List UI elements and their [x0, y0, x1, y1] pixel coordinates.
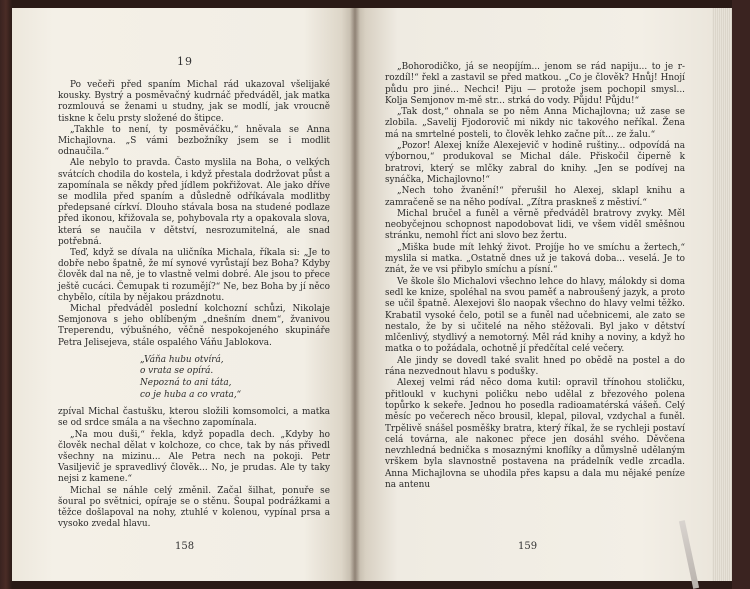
- book-cover-edge: [732, 0, 750, 589]
- paragraph: „Miška bude mít lehký život. Projíje ho ve smíchu a žertech,“ myslila si matka. „Ostatně dnes už je taková doba... veselá. Je to znát, že ve vsi přibylo smíchu a písní.“: [385, 242, 685, 276]
- verse-line: „Váňa hubu otvírá,: [140, 354, 224, 365]
- page-edges: [712, 8, 732, 581]
- paragraph: Teď, když se dívala na uličníka Michala, říkala si: „Je to dobře nebo špatně, že mí synové vyrůstají bez Boha? Kdyby člověk dal na ně, je to vlastně velmi dobré. Ale jsou to přece ještě cucáci. Čemupak ti rozumějí?“ Ne, bez Boha by jí něco chybělo, cítila by nějakou prázdnotu.: [58, 248, 330, 303]
- paragraph: Po večeři před spaním Michal rád ukazoval všelijaké kousky. Bystrý a posměvačný kudrnáč předváděl, jak matka rozmlouvá se ženami u studny, jak se modlí, jak vroucně tiskne k čelu prsty složené do štipce.: [58, 80, 330, 124]
- page-number: 159: [518, 541, 538, 552]
- verse: [140, 355, 330, 401]
- paragraph: Alexej velmi rád něco doma kutil: opravil třínohou stoličku, přitloukl v kuchyni poličku nebo udělal z březového polena topůrko k sekeře. Jednou ho posedla radioamatérská vášeň. Celý měsíc po večerech něco brousil, klepal, piloval, vzdychal a funěl. Trpělivě snášel posměšky bratra, který říkal, že se rychleji postaví celá továrna, ale nakonec přece jen dosáhl svého. Děvčena nevzhledná bednička s mosaznými knoflíky a důmyslně udělaným vrškem byla slavnostně postavena na prádelník vedle zrcadla. Anna Michajlovna se uhodila přes kapsu a dala mu nějaké peníze na antenu: [385, 378, 685, 490]
- paragraph: Ve škole šlo Michalovi všechno lehce do hlavy, málokdy si doma sedl ke knize, spoléhal na svou paměť a nabroušený jazyk, a proto se učil špatně. Alexejovi šlo naopak všechno do hlavy velmi těžko. Krabatil vysoké čelo, potil se a funěl nad učebnicemi, ale zato se nestalo, že by si učitelé na něho stěžovali. Byl jako v dětství mlčenlivý, stydlivý a nemotorný. Měl rád knihy a noviny, a když ho matka o to požádala, ochotně jí předčítal celé večery.: [385, 276, 685, 355]
- paragraph: Michal se náhle celý změnil. Začal šilhat, ponuře se šoural po světnici, opíraje se o stěnu. Šoupal podrážkami a těžce došlapoval na nohy, ztuhlé v kolenou, vypínal prsa a vysoko zvedal hlavu.: [58, 485, 330, 530]
- paragraph: „Takhle to není, ty posměváčku,“ hněvala se Anna Michajlovna. „S vámi bezbožníky jsem se i modlit odnaučila.“: [58, 124, 330, 158]
- verse-line: o vrata se opírá.: [140, 366, 214, 377]
- paragraph: „Nech toho žvanění!“ přerušil ho Alexej, sklapl knihu a zamračeně se na něho podíval. „Zítra praskneš z městiví.“: [385, 186, 685, 208]
- paragraph: „Bohorodičko, já se neopíjím... jenom se rád napiju... to je r-rozdíl!“ řekl a zastavil se před matkou. „Co je člověk? Hnůj! Hnojí půdu pro jiné... Nechci! Piju — protože jsem pochopil smysl... Kolja Semjonov m-mě str... strká do vody. Půjdu! Půjdu!“: [385, 62, 685, 106]
- paragraph: „Na mou duši,“ řekla, když popadla dech. „Kdyby ho člověk nechal dělat v kolchoze, co chce, tak by nás přivedl všechny na mizinu... Ale Petra nech na pokoji. Petr Vasiljevič je spravedlivý člověk... No, je prudas. Ale ty taky nejsi z kamene.“: [58, 429, 330, 485]
- paragraph: Ale jindy se dovedl také svalit hned po obědě na postel a do rána nezvednout hlavu s poduškу.: [385, 355, 685, 378]
- right-page: [355, 8, 712, 581]
- right-text-block: [385, 62, 685, 491]
- left-page: [12, 8, 355, 581]
- verse-line: co je huba a co vrata,“: [140, 389, 242, 400]
- book-gutter: [350, 8, 360, 581]
- left-text-block: [58, 80, 330, 530]
- paragraph: Michal předváděl poslední kolchozní schůzi, Nikolaje Semjonova s jeho oblíbeným „dnešním dnem“, žvanivou Treperendu, výbušného, věčně nespokojeného skupináře Petra Jelisejeva, stále ospalého Váňu Jablokova.: [58, 304, 330, 348]
- page-number: 158: [175, 541, 195, 552]
- paragraph: Ale nebylo to pravda. Často myslila na Boha, o velkých svátcích chodila do kostela, i když přestala dodržovat půst a zapomínala se někdy před jídlem pokřižovat. Ale jako dříve se modlila před spaním a důsledně odříkávala modlitby předepsané církví. Dlouho stávala bosa na studené podlaze před ikonou, křižovala se, pohybovala rty a opakovala slova, která se naučila v dětství, nesrozumitelná, ale snad potřebná.: [58, 158, 330, 247]
- paragraph: „Pozor! Alexej kníže Alexejevič v hodině ruštiny... odpovídá na výbornou,“ produkoval se Michal dále. Přiskočil čiperně k bratrovi, který se mlčky zabral do knihy. „Jen se podívej na synáčka, Michajlovno!“: [385, 141, 685, 185]
- verse-line: Nepozná to ani táta,: [140, 378, 232, 389]
- paragraph: zpíval Michal častušku, kterou složili komsomolci, a matka se od srdce smála a na všechno zapomínala.: [58, 407, 330, 429]
- paragraph: „Tak dost,“ ohnala se po něm Anna Michajlovna; už zase se zlobila. „Savelij Fjodorovič mi nikdy nic takového neříkal. Žena má na smrtelné posteli, to člověk lehko začne pít... ze žalu.“: [385, 107, 685, 140]
- running-head: 19: [177, 55, 193, 68]
- paragraph: Michal bručel a funěl a věrně předváděl bratrovy zvyky. Měl neobyčejnou schopnost napodobovat lidi, ve všem viděl směšnou stránku, nemohl říct ani slovo bez žertu.: [385, 208, 685, 242]
